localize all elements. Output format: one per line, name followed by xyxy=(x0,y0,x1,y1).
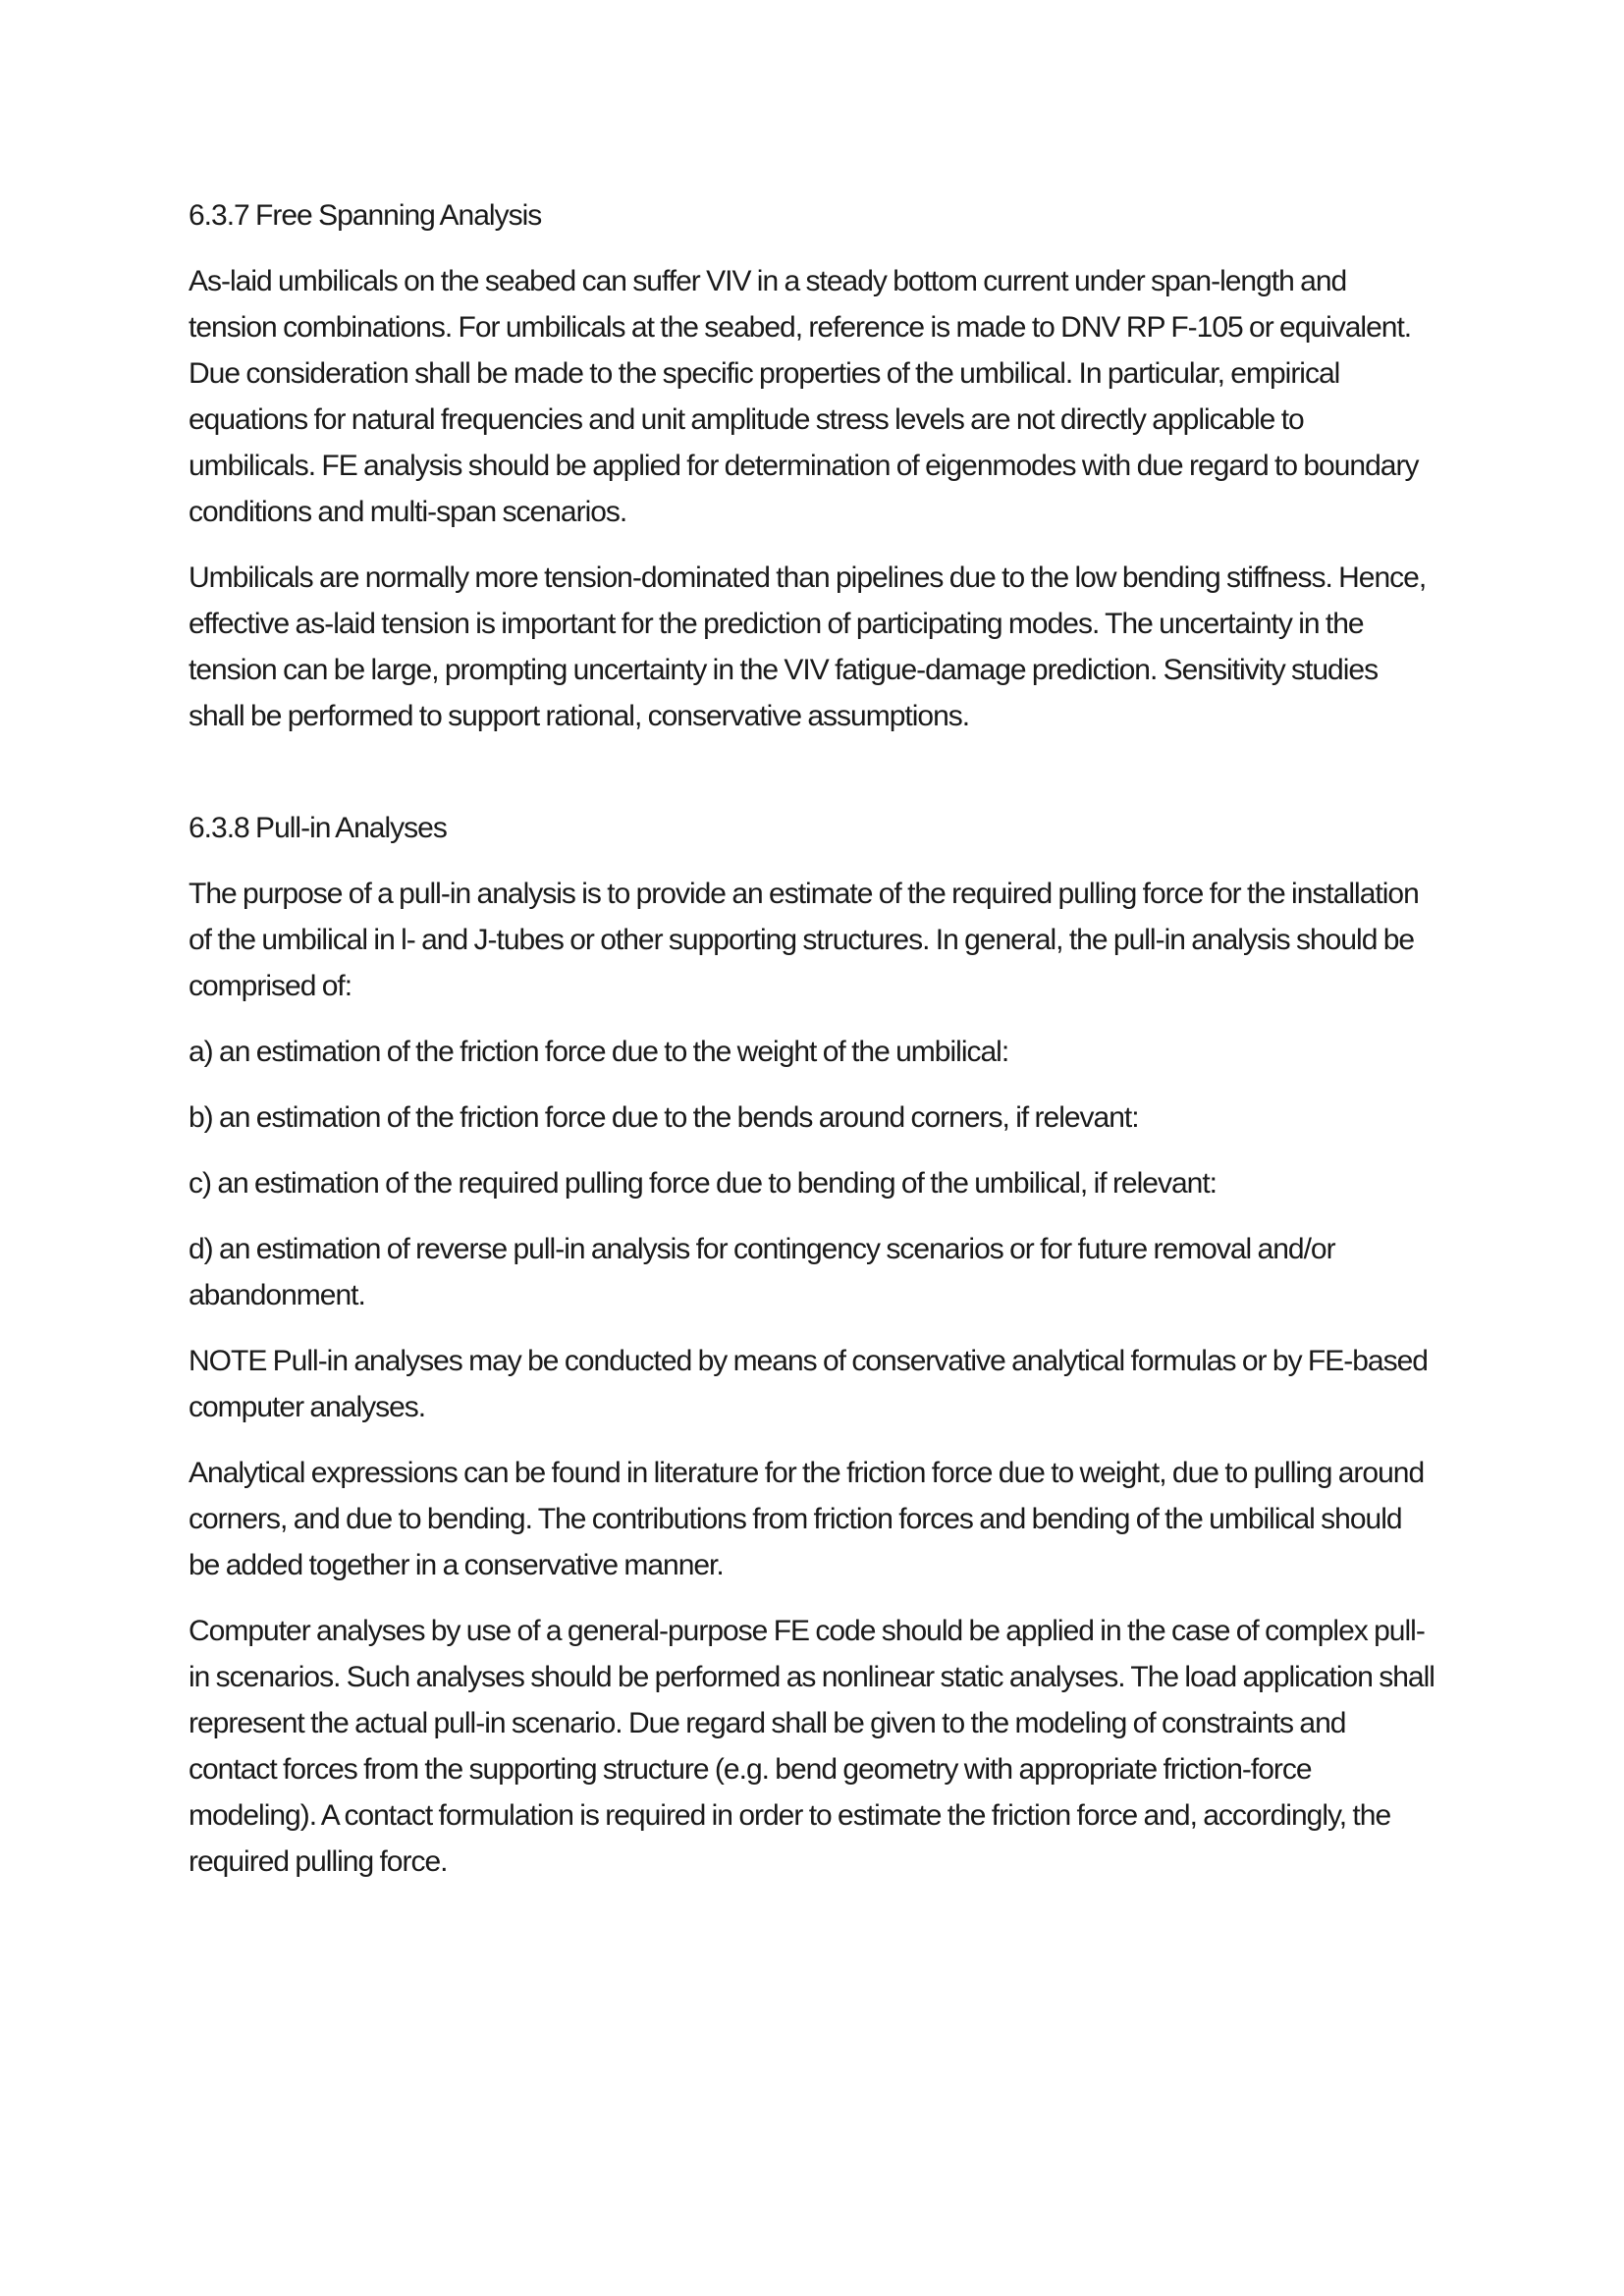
section-pull-in-analyses xyxy=(189,805,1435,1885)
list-item-d: d) an estimation of reverse pull-in analysis for contingency scenarios or for future removal and/or abandonment. xyxy=(189,1233,1335,1311)
list-item-c: c) an estimation of the required pulling force due to bending of the umbilical, if relevant: xyxy=(189,1167,1218,1200)
section-heading-638: 6.3.8 Pull-in Analyses xyxy=(189,812,447,844)
paragraph-tension-dominated: Umbilicals are normally more tension-dominated than pipelines due to the low bending stiffness. Hence, effective as-laid tension is important for the prediction of participating modes. The uncertainty in the tension can be large, prompting uncertainty in the VIV fatigue-damage prediction. Sensitivity studies shall be performed to support rational, conservative assumptions. xyxy=(189,561,1427,732)
paragraph-computer-analyses: Computer analyses by use of a general-purpose FE code should be applied in the case of complex pull-in scenarios. Such analyses should be performed as nonlinear static analyses. The load application shall represent the actual pull-in scenario. Due regard shall be given to the modeling of constraints and contact forces from the supporting structure (e.g. bend geometry with appropriate friction-force modeling). A contact formulation is required in order to estimate the friction force and, accordingly, the required pulling force. xyxy=(189,1615,1435,1878)
paragraph-analytical-expressions: Analytical expressions can be found in literature for the friction force due to weight, due to pulling around corners, and due to bending. The contributions from friction forces and bending of the umbilical should be added together in a conservative manner. xyxy=(189,1457,1425,1581)
list-item-a: a) an estimation of the friction force due to the weight of the umbilical: xyxy=(189,1036,1009,1068)
paragraph-note: NOTE Pull-in analyses may be conducted by means of conservative analytical formulas or by FE-based computer analyses. xyxy=(189,1345,1428,1423)
paragraph-pull-in-purpose: The purpose of a pull-in analysis is to provide an estimate of the required pulling force for the installation of the umbilical in l- and J-tubes or other supporting structures. In general, the pull-in analysis should be comprised of: xyxy=(189,878,1419,1002)
section-heading-637: 6.3.7 Free Spanning Analysis xyxy=(189,199,542,232)
section-free-spanning-analysis xyxy=(189,192,1435,739)
paragraph-as-laid-umbilicals: As-laid umbilicals on the seabed can suffer VIV in a steady bottom current under span-length and tension combinations. For umbilicals at the seabed, reference is made to DNV RP F-105 or equivalent. Due consideration shall be made to the specific properties of the umbilical. In particular, empirical equations for natural frequencies and unit amplitude stress levels are not directly applicable to umbilicals. FE analysis should be applied for determination of eigenmodes with due regard to boundary conditions and multi-span scenarios. xyxy=(189,265,1419,528)
list-item-b: b) an estimation of the friction force due to the bends around corners, if relevant: xyxy=(189,1101,1139,1134)
